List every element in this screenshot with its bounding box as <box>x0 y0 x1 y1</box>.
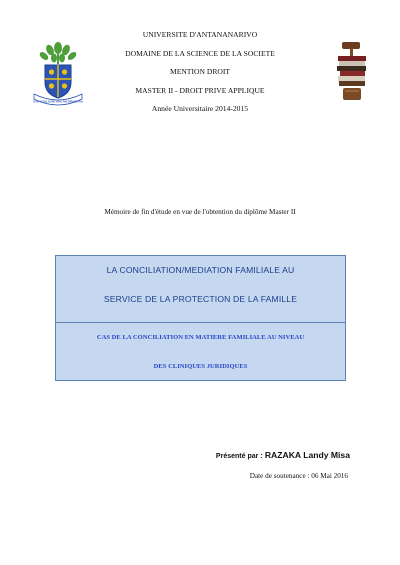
university-name: UNIVERSITE D'ANTANANARIVO <box>142 30 258 39</box>
thesis-purpose: Mémoire de fin d'étude en vue de l'obtention du diplôme Master II <box>104 208 296 216</box>
university-crest-icon <box>28 38 88 110</box>
thesis-title-line1: LA CONCILIATION/MEDIATION FAMILIALE AU <box>106 265 295 275</box>
academic-year: Année Universitaire 2014-2015 <box>151 104 249 113</box>
thesis-title-line2: SERVICE DE LA PROTECTION DE LA FAMILLE <box>103 294 298 304</box>
mention-name: MENTION DROIT <box>169 67 231 76</box>
domain-name: DOMAINE DE LA SCIENCE DE LA SOCIETE <box>125 48 275 58</box>
crest-motto: IZAY AZALA NO VOA AN-DRAKITRA <box>33 99 83 104</box>
defense-date: Date de soutenance : 06 Mai 2016 <box>249 472 348 480</box>
thesis-subtitle-line1: CAS DE LA CONCILIATION EN MATIERE FAMILIALE AU NIVEAU <box>96 334 305 341</box>
presented-by-label: Présenté par : <box>215 453 263 460</box>
presented-by <box>216 450 350 460</box>
institution-header <box>80 30 320 123</box>
title-box <box>55 255 346 381</box>
thesis-subtitle-line2: DES CLINIQUES JURIDIQUES <box>153 363 248 370</box>
author-name: RAZAKA Landy Misa <box>264 450 350 460</box>
master-program: MASTER II - DROIT PRIVE APPLIQUE <box>135 85 265 95</box>
title-divider <box>56 322 345 323</box>
stacked-books-gavel-icon <box>334 40 370 106</box>
